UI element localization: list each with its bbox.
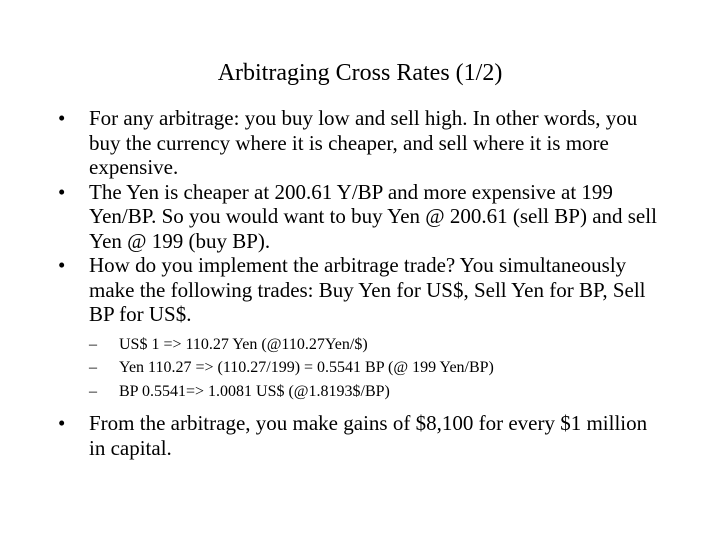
bullet-item: [58, 106, 668, 180]
bullet-marker: •: [58, 411, 66, 435]
bullet-item: [58, 253, 668, 403]
slide-title: Arbitraging Cross Rates (1/2): [217, 60, 503, 86]
bullet-text: For any arbitrage: you buy low and sell high. In other words, you buy the currency where it is cheaper, and sell where it is more expensive.: [89, 106, 638, 179]
sub-bullet-marker: –: [89, 382, 97, 400]
sub-bullet-text: BP 0.5541=> 1.0081 US$ (@1.8193$/BP): [119, 382, 390, 400]
bullet-marker: •: [58, 179, 66, 204]
bullet-marker: •: [58, 106, 66, 130]
sub-bullet-text: Yen 110.27 => (110.27/199) = 0.5541 BP (@ 199 Yen/BP): [119, 359, 494, 376]
sub-bullet-item: [89, 380, 668, 404]
bullet-text: From the arbitrage, you make gains of $8,100 for every $1 million in capital.: [89, 411, 648, 460]
sub-bullet-list: [89, 333, 668, 404]
sub-bullet-item: [89, 333, 668, 357]
bullet-text: The Yen is cheaper at 200.61 Y/BP and more expensive at 199 Yen/BP. So you would want to buy Yen @ 200.61 (sell BP) and sell Yen @ 199 (buy BP).: [89, 179, 657, 253]
bullet-item: [58, 411, 668, 460]
sub-bullet-text: US$ 1 => 110.27 Yen (@110.27Yen/$): [119, 335, 368, 353]
bullet-item: [58, 180, 668, 254]
bullet-list: [58, 106, 668, 460]
sub-bullet-item: [89, 356, 668, 380]
sub-bullet-marker: –: [89, 335, 97, 353]
bullet-marker: •: [58, 253, 66, 277]
bullet-text: How do you implement the arbitrage trade? You simultaneously make the following trades: Buy Yen for US$, Sell Yen for BP, Sell BP for US$.: [89, 253, 646, 326]
sub-bullet-marker: –: [89, 359, 97, 376]
